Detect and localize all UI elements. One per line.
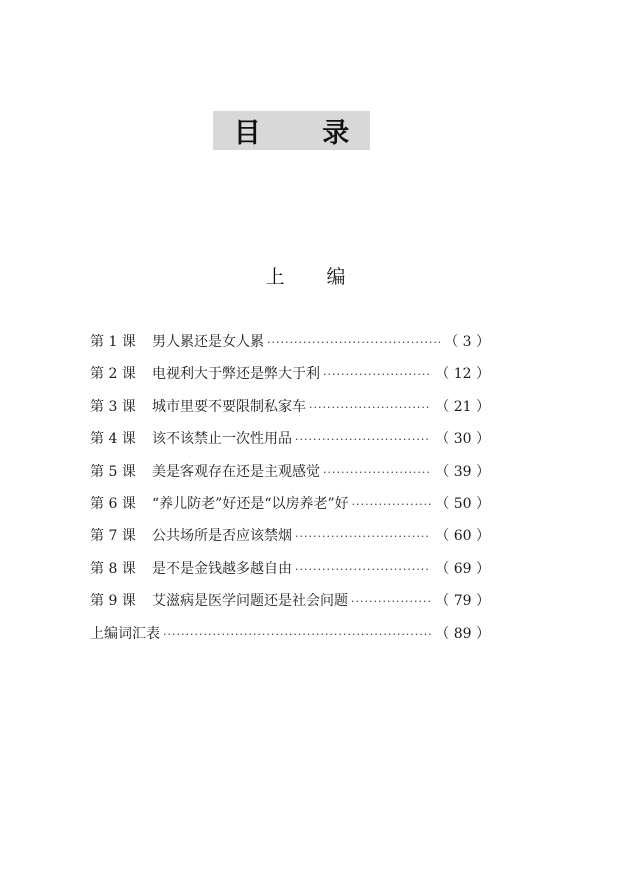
lesson-title: 公共场所是否应该禁烟: [152, 528, 292, 545]
lesson-number: 第 1 课: [90, 334, 136, 350]
dot-leader: [267, 336, 440, 349]
lesson-number: 第 5 课: [90, 463, 136, 480]
page-number: （ 89 ）: [435, 625, 490, 642]
lesson-number: 第 8 课: [90, 560, 136, 577]
dot-leader: [295, 563, 431, 576]
page-number: （ 50 ）: [435, 495, 490, 512]
lesson-number: 第 9 课: [90, 593, 136, 610]
lesson-number: 第 4 课: [90, 431, 136, 448]
page-number: （ 79 ）: [435, 593, 490, 610]
page-number: （ 60 ）: [435, 528, 490, 545]
table-of-contents: [90, 331, 490, 655]
lesson-title: “养儿防老”好还是“以房养老”好: [152, 495, 349, 512]
dot-leader: [309, 401, 431, 414]
toc-entry-glossary[interactable]: [90, 623, 490, 655]
dot-leader: [163, 628, 431, 641]
lesson-number: 第 7 课: [90, 528, 136, 545]
page-number: （ 39 ）: [435, 463, 490, 480]
page-number: （ 69 ）: [435, 560, 490, 577]
dot-leader: [323, 466, 431, 479]
lesson-title: 艾滋病是医学问题还是社会问题: [152, 593, 348, 610]
lesson-title: 电视利大于弊还是弊大于利: [152, 366, 320, 383]
lesson-number: 第 2 课: [90, 366, 136, 383]
toc-entry-lesson-3[interactable]: [90, 396, 490, 428]
toc-entry-lesson-6[interactable]: [90, 493, 490, 525]
toc-entry-lesson-9[interactable]: [90, 590, 490, 622]
toc-entry-lesson-2[interactable]: [90, 363, 490, 395]
lesson-title: 美是客观存在还是主观感觉: [152, 463, 320, 480]
page-number: （ 12 ）: [435, 366, 490, 383]
toc-entry-lesson-1[interactable]: [90, 331, 490, 363]
glossary-title: 上编词汇表: [90, 625, 160, 642]
lesson-number: 第 6 课: [90, 495, 136, 512]
lesson-title: 该不该禁止一次性用品: [152, 431, 292, 448]
dot-leader: [352, 498, 432, 511]
lesson-number: 第 3 课: [90, 398, 136, 415]
toc-entry-lesson-4[interactable]: [90, 428, 490, 460]
section-heading: 上 编: [265, 266, 364, 288]
lesson-title: 城市里要不要限制私家车: [152, 398, 306, 415]
dot-leader: [295, 433, 431, 446]
dot-leader: [323, 368, 431, 381]
page-title-banner: [213, 111, 376, 150]
lesson-title: 是不是金钱越多越自由: [152, 560, 292, 577]
toc-entry-lesson-5[interactable]: [90, 461, 490, 493]
page-number: （ 30 ）: [435, 431, 490, 448]
toc-entry-lesson-7[interactable]: [90, 525, 490, 557]
toc-entry-lesson-8[interactable]: [90, 558, 490, 590]
page-number: （ 21 ）: [435, 398, 490, 415]
page-title: 目 录: [233, 118, 376, 149]
dot-leader: [351, 595, 431, 608]
page-number: （ 3 ）: [444, 334, 490, 350]
dot-leader: [295, 530, 431, 543]
lesson-title: 男人累还是女人累: [152, 334, 264, 350]
